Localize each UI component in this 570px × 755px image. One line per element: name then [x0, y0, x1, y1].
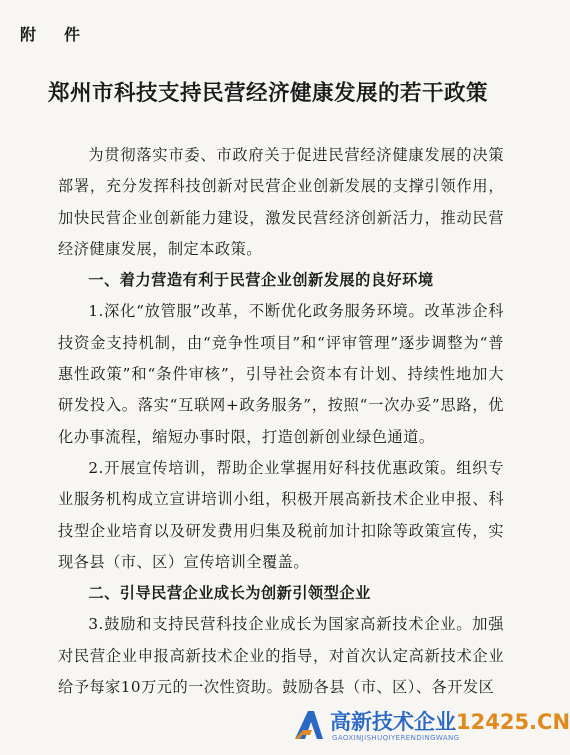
section-heading-2: 二、引导民营企业成长为创新引领型企业 [88, 584, 371, 603]
watermark-domain-text: 12425.CN [456, 710, 570, 734]
attachment-label: 附 件 [20, 25, 87, 44]
policy-item-2: 2.开展宣传培训，帮助企业掌握用好科技优惠政策。组织专业服务机构成立宣讲培训小组，积极开展高新技术企业申报、科技型企业培育以及研发费用归集及税前加计扣除等政策宣传，实现各县（市、区）宣传培训全覆盖。 [58, 458, 504, 571]
section-heading-1: 一、着力营造有利于民营企业创新发展的良好环境 [88, 271, 434, 290]
watermark-main-text: 高新技术企业 [330, 710, 456, 734]
policy-item-3: 3.鼓励和支持民营科技企业成长为国家高新技术企业。加强对民营企业申报高新技术企业的指导，对首次认定高新技术企业给予每家10万元的一次性资助。鼓励各县（市、区）、各开发区 [58, 615, 504, 697]
document-body [58, 140, 504, 703]
watermark-logo-icon [292, 708, 326, 742]
watermark-text [330, 706, 570, 736]
watermark-subtext: GAOXINJISHUQIYERENDINGWANG [332, 734, 460, 742]
document-title: 郑州市科技支持民营经济健康发展的若干政策 [47, 81, 488, 106]
policy-item-1: 1.深化“放管服”改革，不断优化政务服务环境。改革涉企科技资金支持机制，由“竞争性项目”和“评审管理”逐步调整为“普惠性政策”和“条件审核”，引导社会资本有计划、持续性地加大研发投入。落实“互联网+政务服务”，按照“一次办妥”思路，优化办事流程，缩短办事时限，打造创新创业绿色通道。 [58, 302, 504, 446]
intro-paragraph: 为贯彻落实市委、市政府关于促进民营经济健康发展的决策部署，充分发挥科技创新对民营企业创新发展的支撑引领作用，加快民营企业创新能力建设，激发民营经济创新活力，推动民营经济健康发展，制定本政策。 [58, 146, 504, 258]
site-watermark [292, 706, 570, 750]
